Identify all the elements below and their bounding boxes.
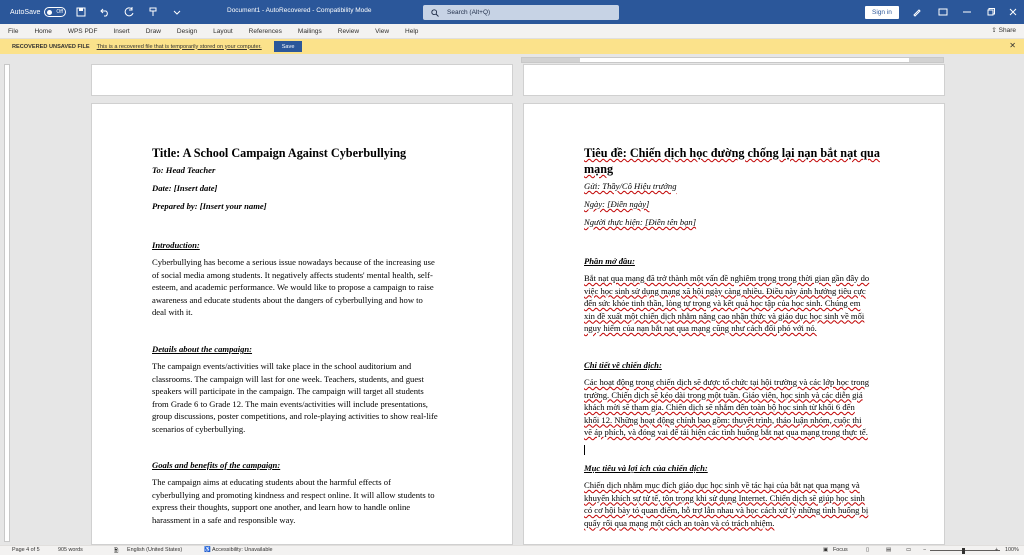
zoom-level[interactable]: 100% (1005, 547, 1019, 553)
doc-date: Ngày: [Điền ngày] (584, 199, 650, 209)
autosave-label: AutoSave (10, 8, 41, 16)
tab-layout[interactable]: Layout (213, 27, 233, 35)
pen-icon[interactable] (908, 4, 926, 20)
goals-line: có cơ hội bày tỏ quan điểm, hỗ trợ lẫn nhau và học cách xử lý những tình huống bị (584, 505, 869, 515)
restore-icon[interactable] (982, 4, 1000, 20)
page-tail-right (523, 64, 945, 96)
tab-view[interactable]: View (375, 27, 390, 35)
details-line: khách mời sẽ tham gia. Chiến dịch sẽ nhắm đến toàn bộ học sinh từ khối 6 đến (584, 402, 855, 412)
close-icon[interactable] (1004, 4, 1022, 20)
goals-line: quấy rối qua mạng một cách an toàn và có trách nhiệm. (584, 517, 775, 528)
tab-references[interactable]: References (248, 27, 282, 35)
goals-line: The campaign aims at educating students about the harmful effects of (152, 477, 391, 487)
details-line: classrooms. The campaign will last for one week. Teachers, students, and guest (152, 373, 424, 384)
doc-title-line: Tiêu đề: Chiến dịch học đường chống lại nạn bắt nạt qua (584, 146, 880, 160)
autosave-toggle[interactable]: Off (44, 7, 66, 17)
details-line: scenarios of cyberbullying. (152, 423, 246, 434)
doc-to: Gửi: Thầy/Cô Hiệu trưởng (584, 181, 677, 191)
details-line: khối 12. Những hoạt động chính bao gồm: thuyết trình, thảo luận nhóm, cuộc thi (584, 414, 862, 425)
share-button[interactable] (991, 26, 1016, 34)
autosave-control[interactable] (10, 7, 66, 17)
print-layout-icon[interactable]: ▤ (886, 547, 892, 553)
details-line: speakers will participate in the campaign. The campaign will target all students (152, 386, 424, 396)
share-label: Share (998, 27, 1016, 34)
doc-to: To: Head Teacher (152, 165, 216, 175)
share-icon: ⇪ (991, 27, 997, 34)
ruler-left-margin (522, 58, 580, 62)
intro-line: Bắt nạt qua mạng đã trở thành một vấn đề nghiêm trọng trong thời gian gần đây do (584, 273, 870, 283)
details-line: The campaign events/activities will take place in the school auditorium and (152, 361, 412, 371)
goals-heading: Mục tiêu và lợi ích của chiến dịch: (584, 463, 708, 473)
accessibility-icon[interactable]: ♿ (204, 547, 211, 553)
ribbon-display-icon[interactable] (934, 4, 952, 20)
tab-draw[interactable]: Draw (145, 27, 161, 35)
tab-file[interactable]: File (8, 27, 19, 35)
zoom-out-icon[interactable]: − (923, 547, 927, 553)
goals-line: khuyến khích sự tử tế, tôn trọng khi sử dụng Internet. Chiến dịch sẽ giúp học sinh (584, 492, 865, 503)
zoom-in-icon[interactable]: + (995, 547, 999, 553)
format-painter-icon[interactable] (144, 3, 162, 21)
zoom-slider[interactable] (930, 550, 1000, 551)
intro-line: Cyberbullying has become a serious issue nowadays because of the increasing use (152, 257, 435, 267)
details-line: vẽ áp phích, và đóng vai để tái hiện các tình huống bắt nạt qua mạng trong thực tế. (584, 427, 868, 437)
goals-line: Chiến dịch nhằm mục đích giáo dục học sinh về tác hại của bắt nạt qua mạng và (584, 480, 860, 490)
doc-prepared-by: Người thực hiện: [Điền tên bạn] (584, 217, 697, 227)
doc-date: Date: [Insert date] (152, 183, 218, 193)
accessibility-status[interactable]: Accessibility: Unavailable (212, 547, 273, 553)
save-button[interactable]: Save (274, 41, 303, 52)
intro-line: đến sức khỏe tinh thần, lòng tự trọng và kết quả học tập của học sinh. Chúng em (584, 298, 861, 308)
details-heading: Details about the campaign: (152, 344, 253, 354)
title-bar (0, 0, 1024, 24)
proofing-icon[interactable]: 🖹 (114, 548, 119, 554)
document-page-english[interactable] (91, 103, 513, 545)
focus-button[interactable]: Focus (833, 547, 848, 553)
document-title: Document1 - AutoRecovered - Compatibility Mode (227, 7, 372, 14)
vertical-ruler[interactable] (4, 64, 10, 542)
intro-line: xin đề xuất một chiến dịch nhằm nâng cao nhận thức và giáo dục học sinh về mối (584, 310, 865, 321)
save-icon[interactable] (72, 3, 90, 21)
redo-icon[interactable] (120, 3, 138, 21)
intro-heading: Phần mở đầu: (584, 256, 635, 266)
intro-line: deal with it. (152, 307, 193, 317)
search-input[interactable] (423, 5, 619, 20)
recovered-file-bar (0, 39, 1024, 54)
details-line: group discussions, poster competitions, and role-playing activities to show real-life (152, 411, 438, 421)
goals-line: cyberbullying and promoting kindness and respect online. It will allow students to (152, 489, 435, 500)
details-line: from Grade 6 to Grade 12. The main events/activities will include presentations, (152, 398, 428, 409)
intro-line: esteem, and academic performance. We would like to propose a campaign to raise (152, 282, 434, 292)
web-layout-icon[interactable]: ▭ (906, 547, 912, 553)
horizontal-ruler[interactable] (521, 57, 944, 63)
details-line: trường. Chiến dịch sẽ kéo dài trong một tuần. Giáo viên, học sinh và các diễn giả (584, 389, 863, 400)
focus-icon[interactable]: ▣ (823, 547, 829, 553)
goals-line: harassment in a safe and responsible way. (152, 514, 296, 525)
search-placeholder: Search (Alt+Q) (447, 9, 491, 16)
language[interactable]: English (United States) (127, 547, 183, 553)
doc-title-line: mạng (584, 162, 614, 176)
page-tail-left (91, 64, 513, 96)
undo-icon[interactable] (96, 3, 114, 21)
intro-heading: Introduction: (152, 240, 200, 250)
doc-title: Title: A School Campaign Against Cyberbullying (152, 146, 407, 160)
read-mode-icon[interactable]: ▯ (866, 547, 869, 553)
tab-wps-pdf[interactable]: WPS PDF (67, 27, 98, 35)
recovered-message-link[interactable]: This is a recovered file that is temporarily stored on your computer. (96, 43, 262, 50)
minimize-icon[interactable] (958, 4, 976, 20)
tab-insert[interactable]: Insert (113, 27, 130, 35)
details-line: Các hoạt động trong chiến dịch sẽ được tổ chức tại hội trường và các lớp học trong (584, 377, 870, 387)
details-heading: Chi tiết về chiến dịch: (584, 360, 662, 370)
goals-heading: Goals and benefits of the campaign: (152, 460, 281, 470)
zoom-slider-thumb[interactable] (962, 548, 965, 554)
word-count[interactable]: 905 words (58, 547, 83, 553)
intro-line: awareness and educate students about the dangers of cyberbullying and how to (152, 294, 423, 305)
sign-in-button[interactable]: Sign in (865, 6, 899, 19)
document-page-vietnamese[interactable] (523, 103, 945, 545)
intro-line: nguy hiểm của nạn bắt nạt qua mạng cũng như cách đối phó với nó. (584, 323, 817, 333)
ribbon-tabs (0, 24, 1024, 39)
recovered-label: RECOVERED UNSAVED FILE (12, 43, 90, 50)
page-count[interactable]: Page 4 of 5 (12, 547, 40, 553)
doc-prepared-by: Prepared by: [Insert your name] (152, 201, 267, 211)
text-cursor (584, 445, 585, 455)
goals-line: express their thoughts, support one another, and learn how to handle online (152, 502, 411, 512)
tab-design[interactable]: Design (176, 27, 198, 35)
tab-home[interactable]: Home (34, 27, 52, 35)
close-bar-icon[interactable]: ✕ (1009, 41, 1016, 50)
customize-toolbar-icon[interactable] (168, 3, 186, 21)
status-bar (0, 545, 1024, 555)
intro-line: việc học sinh sử dụng mạng xã hội ngày càng nhiều. Điều này ảnh hưởng tiêu cực (584, 285, 866, 296)
tab-review[interactable]: Review (337, 27, 360, 35)
tab-help[interactable]: Help (405, 27, 419, 35)
intro-line: of social media among students. It negatively affects students' mental health, self- (152, 269, 433, 280)
ruler-right-margin (909, 58, 943, 62)
search-icon (431, 9, 439, 17)
tab-mailings[interactable]: Mailings (297, 27, 322, 35)
